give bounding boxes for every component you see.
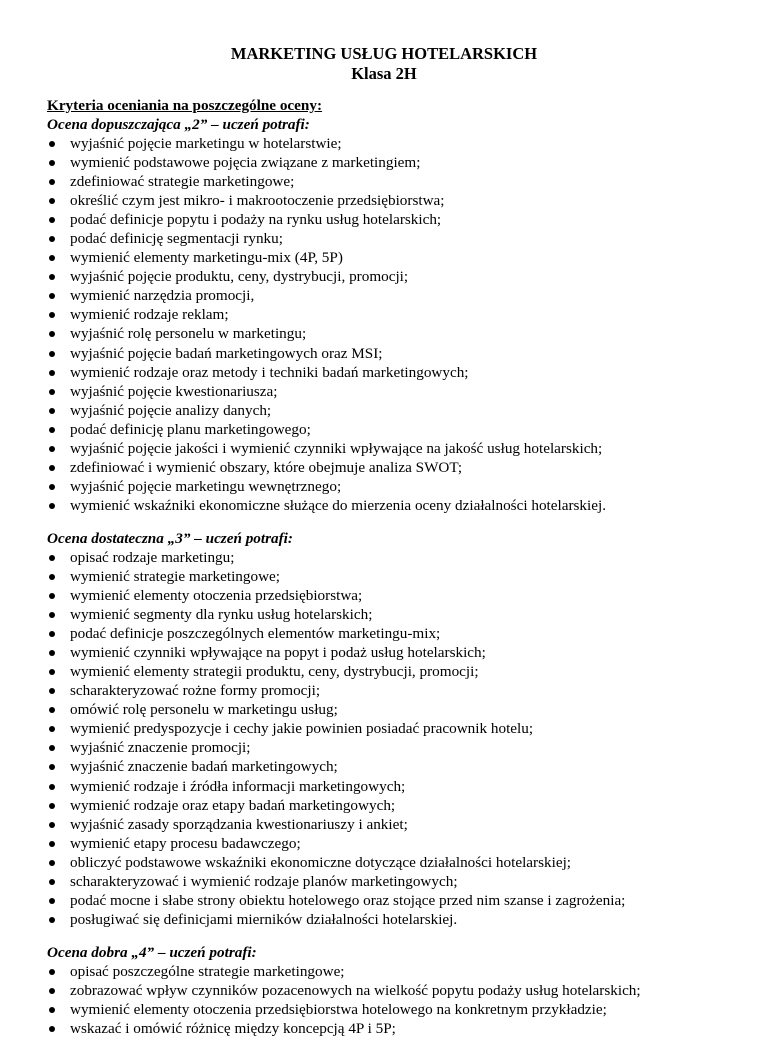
list-item xyxy=(47,586,747,605)
bullet-icon xyxy=(49,141,55,147)
list-item-text: wymienić etapy procesu badawczego; xyxy=(70,834,301,852)
list-item-text: wymienić podstawowe pojęcia związane z marketingiem; xyxy=(70,154,421,172)
bullet-icon xyxy=(49,446,55,452)
list-item-text: podać definicję planu marketingowego; xyxy=(70,420,311,438)
list-item xyxy=(47,981,747,1000)
list-item xyxy=(47,815,747,834)
document-title xyxy=(0,44,768,84)
list-item xyxy=(47,267,747,286)
list-item-text: wyjaśnić pojęcie jakości i wymienić czynniki wpływające na jakość usług hotelarskich; xyxy=(70,439,603,457)
bullet-icon xyxy=(49,274,55,280)
bullet-icon xyxy=(49,255,55,261)
list-item xyxy=(47,153,747,172)
list-item xyxy=(47,305,747,324)
bullet-icon xyxy=(49,465,55,471)
list-item-text: zobrazować wpływ czynników pozacenowych na wielkość popytu podaży usług hotelarskich; xyxy=(70,981,641,999)
list-item xyxy=(47,439,747,458)
list-item xyxy=(47,210,747,229)
bullet-icon xyxy=(49,574,55,580)
list-item-text: opisać rodzaje marketingu; xyxy=(70,548,235,566)
list-item-text: wymienić wskaźniki ekonomiczne służące do mierzenia oceny działalności hotelarskiej. xyxy=(70,496,606,514)
list-item-text: wymienić czynniki wpływające na popyt i podaż usług hotelarskich; xyxy=(70,644,486,662)
bullet-icon xyxy=(49,841,55,847)
list-item-text: wyjaśnić pojęcie marketingu w hotelarstwie; xyxy=(70,135,342,152)
list-item-text: wymienić elementy otoczenia przedsiębiorstwa hotelowego na konkretnym przykładzie; xyxy=(70,1000,607,1018)
list-item xyxy=(47,458,747,477)
list-item-text: scharakteryzować rożne formy promocji; xyxy=(70,682,321,700)
bullet-icon xyxy=(49,650,55,656)
bullet-icon xyxy=(49,917,55,923)
list-item xyxy=(47,248,747,267)
bullet-icon xyxy=(49,427,55,433)
list-item xyxy=(47,401,747,420)
bullet-icon xyxy=(49,331,55,337)
criteria-list xyxy=(47,134,747,515)
section-heading: Ocena dobra „4” – uczeń potrafi: xyxy=(47,943,257,961)
bullet-icon xyxy=(49,784,55,790)
criteria-heading: Kryteria oceniania na poszczególne oceny: xyxy=(47,97,323,114)
list-item-text: wymienić narzędzia promocji, xyxy=(70,287,255,305)
list-item-text: omówić rolę personelu w marketingu usług; xyxy=(70,701,338,719)
list-item-text: podać definicje poszczególnych elementów marketingu-mix; xyxy=(70,625,441,643)
bullet-icon xyxy=(49,198,55,204)
list-item-text: wymienić segmenty dla rynku usług hotelarskich; xyxy=(70,606,373,624)
list-item xyxy=(47,382,747,401)
bullet-icon xyxy=(49,726,55,732)
list-item xyxy=(47,229,747,248)
list-item xyxy=(47,605,747,624)
grade-section xyxy=(47,529,747,929)
section-gap xyxy=(47,929,747,943)
bullet-icon xyxy=(49,179,55,185)
list-item-text: wyjaśnić znaczenie promocji; xyxy=(70,739,251,757)
section-heading: Ocena dopuszczająca „2” – uczeń potrafi: xyxy=(47,116,310,133)
list-item-text: wymienić elementy otoczenia przedsiębiorstwa; xyxy=(70,587,363,605)
list-item xyxy=(47,643,747,662)
bullet-icon xyxy=(49,803,55,809)
list-item-text: wyjaśnić znaczenie badań marketingowych; xyxy=(70,758,338,776)
list-item xyxy=(47,777,747,796)
list-item-text: wyjaśnić pojęcie kwestionariusza; xyxy=(70,382,278,400)
list-item xyxy=(47,624,747,643)
bullet-icon xyxy=(49,555,55,561)
list-item xyxy=(47,134,747,153)
bullet-icon xyxy=(49,745,55,751)
list-item-text: wymienić elementy strategii produktu, ceny, dystrybucji, promocji; xyxy=(70,663,479,681)
list-item xyxy=(47,363,747,382)
list-item-text: wyjaśnić rolę personelu w marketingu; xyxy=(70,325,307,343)
list-item xyxy=(47,496,747,515)
bullet-icon xyxy=(49,860,55,866)
list-item xyxy=(47,681,747,700)
list-item xyxy=(47,548,747,567)
list-item-text: wyjaśnić pojęcie marketingu wewnętrznego; xyxy=(70,477,342,495)
list-item xyxy=(47,172,747,191)
list-item xyxy=(47,962,747,981)
list-item xyxy=(47,191,747,210)
bullet-icon xyxy=(49,764,55,770)
list-item-text: posługiwać się definicjami mierników działalności hotelarskiej. xyxy=(70,910,458,928)
bullet-icon xyxy=(49,1007,55,1013)
list-item xyxy=(47,477,747,496)
title-line-2: Klasa 2H xyxy=(351,64,417,83)
bullet-icon xyxy=(49,988,55,994)
bullet-icon xyxy=(49,389,55,395)
list-item xyxy=(47,700,747,719)
bullet-icon xyxy=(49,408,55,414)
list-item-text: zdefiniować strategie marketingowe; xyxy=(70,173,295,191)
bullet-icon xyxy=(49,293,55,299)
bullet-icon xyxy=(49,236,55,242)
list-item xyxy=(47,910,747,929)
list-item-text: podać definicję segmentacji rynku; xyxy=(70,230,283,248)
bullet-icon xyxy=(49,484,55,490)
section-gap xyxy=(47,515,747,529)
list-item-text: wymienić rodzaje oraz etapy badań marketingowych; xyxy=(70,796,396,814)
list-item-text: wskazać i omówić różnicę między koncepcją 4P i 5P; xyxy=(70,1020,396,1038)
bullet-icon xyxy=(49,707,55,713)
list-item xyxy=(47,1019,747,1038)
grade-section xyxy=(47,943,747,1038)
list-item-text: wymienić rodzaje reklam; xyxy=(70,306,229,324)
list-item xyxy=(47,719,747,738)
title-line-1: MARKETING USŁUG HOTELARSKICH xyxy=(230,44,538,63)
bullet-icon xyxy=(49,688,55,694)
list-item-text: wymienić elementy marketingu-mix (4P, 5P) xyxy=(70,249,343,267)
bullet-icon xyxy=(49,351,55,357)
list-item xyxy=(47,567,747,586)
list-item-text: wyjaśnić zasady sporządzania kwestionariuszy i ankiet; xyxy=(70,815,408,833)
list-item-text: wyjaśnić pojęcie produktu, ceny, dystrybucji, promocji; xyxy=(70,268,409,286)
list-item xyxy=(47,796,747,815)
list-item-text: wymienić strategie marketingowe; xyxy=(70,567,281,585)
grade-sections xyxy=(47,115,747,1038)
list-item xyxy=(47,853,747,872)
bullet-icon xyxy=(49,593,55,599)
criteria-list xyxy=(47,962,747,1038)
bullet-icon xyxy=(49,669,55,675)
list-item-text: wymienić rodzaje oraz metody i techniki badań marketingowych; xyxy=(70,363,469,381)
bullet-icon xyxy=(49,217,55,223)
list-item xyxy=(47,420,747,439)
list-item xyxy=(47,834,747,853)
list-item-text: opisać poszczególne strategie marketingowe; xyxy=(70,962,345,980)
list-item-text: scharakteryzować i wymienić rodzaje planów marketingowych; xyxy=(70,872,458,890)
list-item xyxy=(47,757,747,776)
list-item xyxy=(47,286,747,305)
list-item-text: wyjaśnić pojęcie analizy danych; xyxy=(70,401,272,419)
bullet-icon xyxy=(49,969,55,975)
bullet-icon xyxy=(49,503,55,509)
bullet-icon xyxy=(49,370,55,376)
criteria-list xyxy=(47,548,747,929)
list-item xyxy=(47,891,747,910)
list-item xyxy=(47,872,747,891)
list-item xyxy=(47,324,747,343)
section-heading: Ocena dostateczna „3” – uczeń potrafi: xyxy=(47,529,293,547)
list-item xyxy=(47,1000,747,1019)
document-content xyxy=(47,96,747,1038)
bullet-icon xyxy=(49,612,55,618)
list-item-text: zdefiniować i wymienić obszary, które obejmuje analiza SWOT; xyxy=(70,458,463,476)
list-item-text: określić czym jest mikro- i makrootoczenie przedsiębiorstwa; xyxy=(70,192,445,210)
list-item xyxy=(47,662,747,681)
bullet-icon xyxy=(49,312,55,318)
list-item-text: podać mocne i słabe strony obiektu hotelowego oraz stojące przed nim szanse i zagrożenia; xyxy=(70,891,626,909)
list-item xyxy=(47,738,747,757)
list-item-text: obliczyć podstawowe wskaźniki ekonomiczne dotyczące działalności hotelarskiej; xyxy=(70,853,572,871)
list-item-text: wyjaśnić pojęcie badań marketingowych oraz MSI; xyxy=(70,344,383,362)
list-item-text: podać definicje popytu i podaży na rynku usług hotelarskich; xyxy=(70,211,442,229)
bullet-icon xyxy=(49,822,55,828)
bullet-icon xyxy=(49,898,55,904)
list-item-text: wymienić rodzaje i źródła informacji marketingowych; xyxy=(70,777,406,795)
bullet-icon xyxy=(49,879,55,885)
list-item-text: wymienić predyspozycje i cechy jakie powinien posiadać pracownik hotelu; xyxy=(70,720,534,738)
bullet-icon xyxy=(49,631,55,637)
grade-section xyxy=(47,115,747,515)
bullet-icon xyxy=(49,1026,55,1032)
list-item xyxy=(47,344,747,363)
bullet-icon xyxy=(49,160,55,166)
